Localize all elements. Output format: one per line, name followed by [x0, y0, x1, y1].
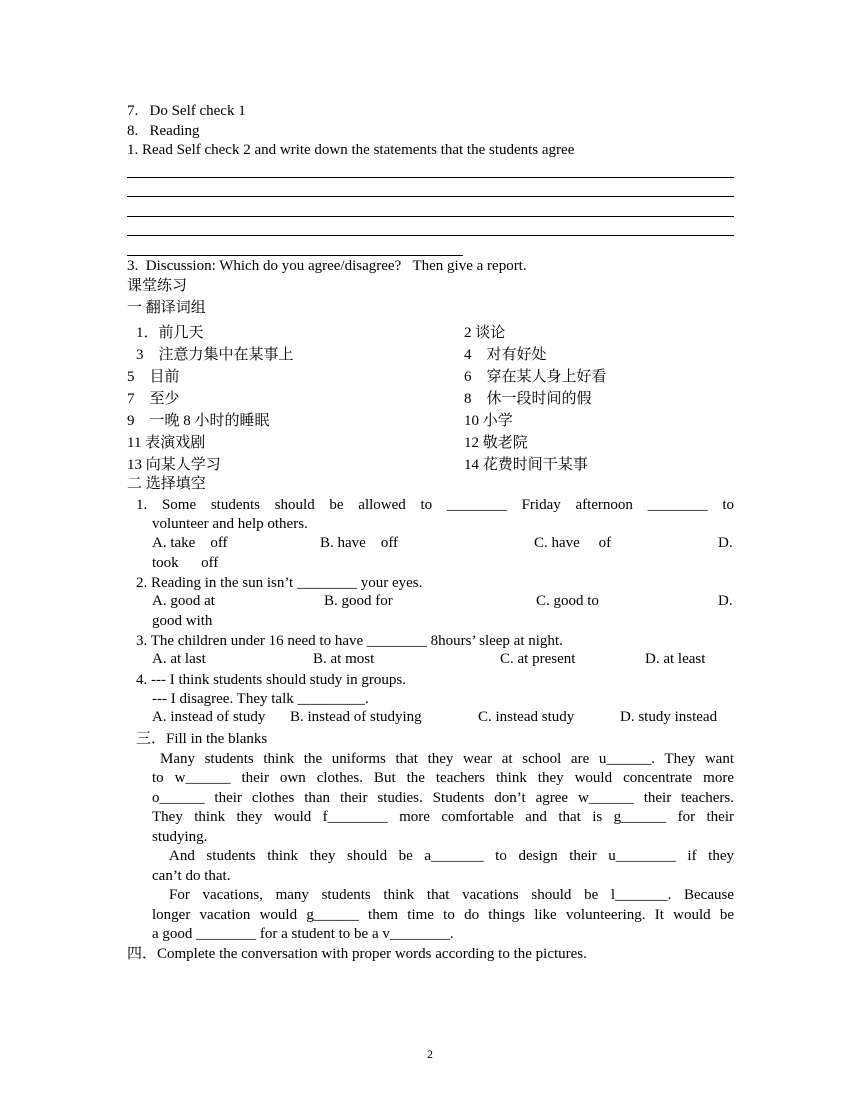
phrase-item: 14 花费时间干某事: [464, 457, 588, 473]
phrase-item: 7 至少: [127, 391, 180, 407]
passage-line: Many students think the uniforms that they wear at school are u______. They want: [160, 751, 734, 767]
question-4-stem-cont: --- I disagree. They talk _________.: [152, 691, 369, 707]
passage-line: And students think they should be a_______ to design their u________ if they: [169, 848, 734, 864]
phrase-item: 9 一晚 8 小时的睡眠: [127, 413, 270, 429]
answer-line: [127, 235, 734, 236]
option-d: D.: [718, 593, 733, 609]
part1-heading: 一 翻译词组: [127, 300, 206, 316]
passage-line: to w______ their own clothes. But the teachers think they would concentrate more: [152, 770, 734, 786]
reading-task-1: 1. Read Self check 2 and write down the statements that the students agree: [127, 142, 575, 158]
question-4-stem: 4. --- I think students should study in groups.: [136, 672, 406, 688]
section-7: 7. Do Self check 1: [127, 103, 246, 119]
classroom-practice-heading: 课堂练习: [127, 278, 188, 294]
option-b: B. instead of studying: [290, 709, 422, 725]
passage-line: They think they would f________ more comfortable and that is g______ for their: [152, 809, 734, 825]
answer-line: [127, 216, 734, 217]
passage-line: can’t do that.: [152, 868, 231, 884]
answer-line: [127, 196, 734, 197]
part3-heading: 三．Fill in the blanks: [136, 731, 268, 747]
option-c: C. instead study: [478, 709, 575, 725]
part2-heading: 二 选择填空: [127, 476, 206, 492]
passage-line: studying.: [152, 829, 208, 845]
phrase-item: 10 小学: [464, 413, 513, 429]
option-d-text: took off: [152, 555, 219, 571]
option-c: C. good to: [536, 593, 599, 609]
phrase-item: 6 穿在某人身上好看: [464, 369, 607, 385]
question-3-stem: 3. The children under 16 need to have ________ 8hours’ sleep at night.: [136, 633, 563, 649]
option-a: A. instead of study: [152, 709, 266, 725]
phrase-item: 4 对有好处: [464, 347, 547, 363]
passage-line: o______ their clothes than their studies. Students don’t agree w______ their teachers.: [152, 790, 734, 806]
option-b: B. have off: [320, 535, 399, 551]
phrase-item: 11 表演戏剧: [127, 435, 206, 451]
page-number: 2: [427, 1047, 433, 1061]
part4-heading: 四．Complete the conversation with proper words according to the pictures.: [127, 946, 587, 962]
option-c: C. have of: [534, 535, 612, 551]
option-c: C. at present: [500, 651, 576, 667]
question-2-stem: 2. Reading in the sun isn’t ________ your eyes.: [136, 575, 423, 591]
phrase-item: 2 谈论: [464, 325, 506, 341]
option-a: A. good at: [152, 593, 215, 609]
option-d: D. study instead: [620, 709, 718, 725]
question-1-stem-cont: volunteer and help others.: [152, 516, 308, 532]
option-b: B. at most: [313, 651, 375, 667]
discussion-task: 3. Discussion: Which do you agree/disagree? Then give a report.: [127, 258, 527, 274]
answer-line: [127, 255, 463, 256]
passage-line: For vacations, many students think that vacations should be l_______. Because: [169, 887, 734, 903]
option-d: D.: [718, 535, 733, 551]
question-1-stem: 1. Some students should be allowed to ________ Friday afternoon ________ to: [136, 497, 734, 513]
phrase-item: 3 注意力集中在某事上: [136, 347, 294, 363]
passage-line: a good ________ for a student to be a v________.: [152, 926, 454, 942]
option-d: D. at least: [645, 651, 706, 667]
phrase-item: 8 休一段时间的假: [464, 391, 592, 407]
option-d-text: good with: [152, 613, 213, 629]
option-b: B. good for: [324, 593, 393, 609]
passage-line: longer vacation would g______ them time to do things like volunteering. It would be: [152, 907, 734, 923]
option-a: A. at last: [152, 651, 206, 667]
section-8: 8. Reading: [127, 123, 200, 139]
phrase-item: 12 敬老院: [464, 435, 528, 451]
phrase-item: 1．前几天: [136, 325, 204, 341]
option-a: A. take off: [152, 535, 228, 551]
phrase-item: 13 向某人学习: [127, 457, 221, 473]
answer-line: [127, 177, 734, 178]
phrase-item: 5 目前: [127, 369, 180, 385]
